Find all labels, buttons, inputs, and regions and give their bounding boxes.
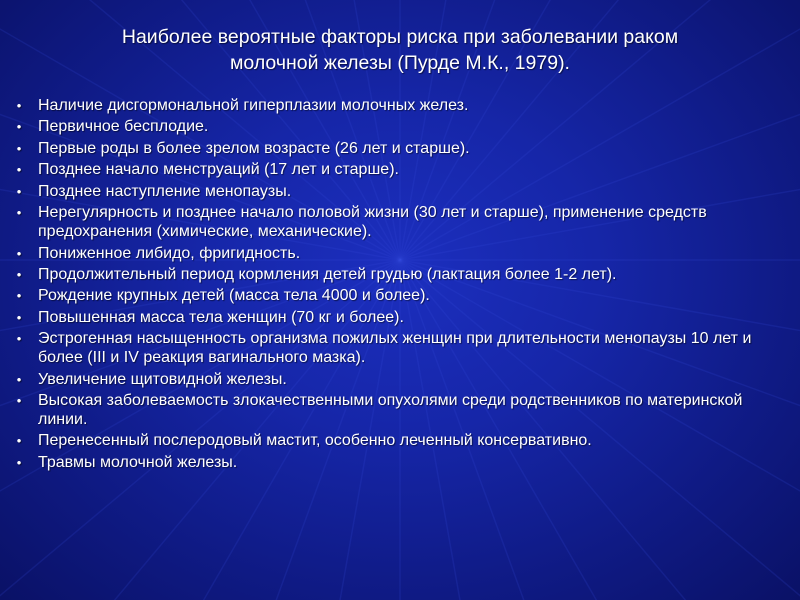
bullet-icon: • <box>16 331 22 347</box>
risk-factor-item <box>14 330 754 367</box>
bullet-icon: • <box>16 454 22 470</box>
risk-factor-text: Перенесенный послеродовый мастит, особенно леченный консервативно. <box>38 432 592 450</box>
risk-factor-text: Травмы молочной железы. <box>38 453 238 471</box>
bullet-icon: • <box>16 393 22 408</box>
bullet-icon: • <box>16 433 22 449</box>
slide-title-line-2: молочной железы (Пурде М.К., 1979). <box>230 52 570 74</box>
risk-factor-text: Первые роды в более зрелом возрасте (26 лет и старше). <box>38 139 470 157</box>
risk-factor-text: Повышенная масса тела женщин (70 кг и более). <box>38 308 404 326</box>
slide-title-line-1: Наиболее вероятные факторы риска при заболевании раком <box>121 26 679 48</box>
bullet-icon: • <box>16 119 22 135</box>
bullet-icon: • <box>16 266 22 282</box>
risk-factor-item <box>14 140 754 159</box>
risk-factor-item <box>14 97 754 116</box>
risk-factor-item <box>14 204 754 241</box>
risk-factor-text: Позднее наступление менопаузы. <box>38 182 292 200</box>
risk-factor-text: Высокая заболеваемость злокачественными опухолями среди родственников по материнской линии. <box>38 392 743 428</box>
bullet-icon: • <box>16 162 22 178</box>
risk-factor-item <box>14 161 754 180</box>
bullet-icon: • <box>16 288 22 304</box>
risk-factor-text: Эстрогенная насыщенность организма пожилых женщин при длительности менопаузы 10 лет и более (III и IV реакция вагинального мазка). <box>38 330 752 367</box>
risk-factor-item <box>14 454 754 473</box>
risk-factor-text: Рождение крупных детей (масса тела 4000 и более). <box>38 287 430 305</box>
risk-factor-item <box>14 183 754 202</box>
risk-factor-item <box>14 371 754 390</box>
risk-factor-text: Увеличение щитовидной железы. <box>38 370 287 388</box>
risk-factors-list <box>14 97 754 475</box>
risk-factor-text: Первичное бесплодие. <box>38 118 209 136</box>
bullet-icon: • <box>16 183 22 199</box>
risk-factor-item <box>14 118 754 137</box>
bullet-icon: • <box>16 245 22 261</box>
risk-factor-item <box>14 392 754 429</box>
risk-factor-item <box>14 287 754 306</box>
risk-factor-item <box>14 432 754 451</box>
bullet-icon: • <box>16 371 22 387</box>
risk-factor-item <box>14 266 754 285</box>
risk-factor-text: Пониженное либидо, фригидность. <box>38 244 301 262</box>
bullet-icon: • <box>16 205 22 221</box>
risk-factor-text: Продолжительный период кормления детей грудью (лактация более 1-2 лет). <box>38 265 617 283</box>
risk-factor-text: Наличие дисгормональной гиперплазии молочных желез. <box>38 97 469 114</box>
bullet-icon: • <box>16 140 22 156</box>
risk-factor-item <box>14 309 754 328</box>
bullet-icon: • <box>16 309 22 325</box>
bullet-icon: • <box>16 98 22 113</box>
slide-title <box>40 24 760 76</box>
risk-factor-text: Нерегулярность и позднее начало половой жизни (30 лет и старше), применение средств предохранения (химические, механические). <box>38 204 707 241</box>
risk-factor-item <box>14 245 754 264</box>
risk-factor-text: Позднее начало менструаций (17 лет и старше). <box>38 161 399 179</box>
